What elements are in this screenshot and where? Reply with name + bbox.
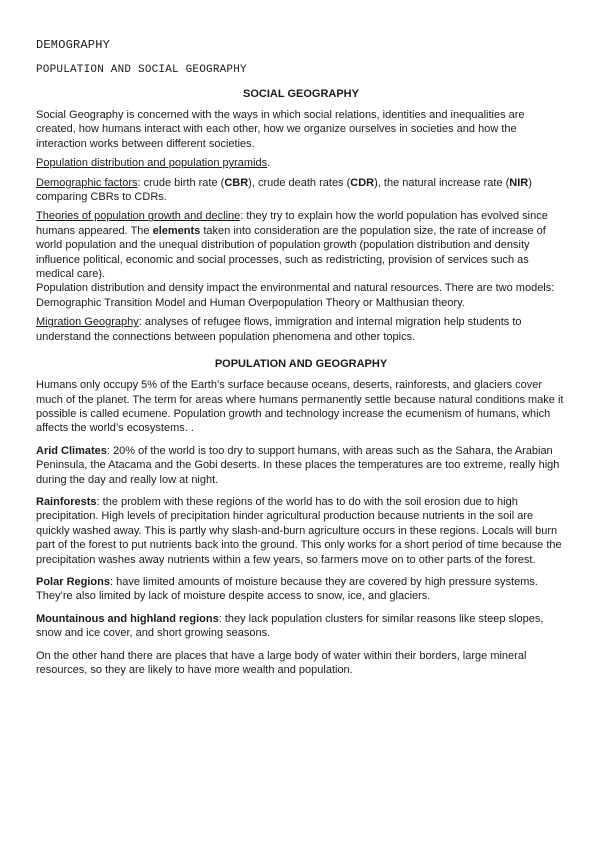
migration-text: : analyses of refugee flows, immigration and internal migration help students to understand the connections between population phenomena and other topics. <box>36 316 522 343</box>
paragraph-theories <box>36 209 566 281</box>
polar-text: : have limited amounts of moisture because they are covered by high pressure systems. They’re also limited by lack of moisture despite access to snow, ice, and glaciers. <box>36 575 538 603</box>
paragraph-arid-climates <box>36 444 566 487</box>
rain-text: : the problem with these regions of the world has to do with the soil erosion due to high precipitation. High levels of precipitation hinder agricultural production because nutrients in the soil are quickly washed away. This is partly why slash-and-burn agriculture occurs in these regions. Locals will burn part of the forest to put nutrients back into the ground. This only works for a short period of time because the precipitation washes away nutrients within a few years, so farmers move on to other parts of the forest. <box>36 495 562 566</box>
theories-bold: elements <box>152 224 201 237</box>
theories-link[interactable]: Theories of population growth and decline <box>36 210 241 223</box>
polar-label: Polar Regions <box>36 575 110 588</box>
rain-label: Rainforests <box>36 495 97 508</box>
demo-cdr: CDR <box>350 176 375 189</box>
section-heading-social-geography: SOCIAL GEOGRAPHY <box>243 88 359 100</box>
paragraph-mountainous <box>36 612 566 641</box>
migration-link[interactable]: Migration Geography <box>36 316 139 329</box>
theories-text-1: : they try to explain how the world population has evolved since humans appeared. The <box>36 210 548 237</box>
demo-text-3: ), the natural increase rate ( <box>374 176 510 189</box>
mount-text: : they lack population clusters for similar reasons like steep slopes, snow and ice cover, and short growing seasons. <box>36 612 544 640</box>
paragraph-demographic-factors <box>36 176 566 205</box>
paragraph-population-distribution <box>36 156 566 170</box>
document-subtitle: POPULATION AND SOCIAL GEOGRAPHY <box>36 64 247 76</box>
section-heading-population-geography: POPULATION AND GEOGRAPHY <box>214 358 388 371</box>
demographic-factors-link[interactable]: Demographic factors <box>36 176 138 189</box>
paragraph-social-intro: Social Geography is concerned with the ways in which social relations, identities and inequalities are created, how humans interact with each other, how we organize ourselves in societies and how the interaction works between different societies. <box>36 109 525 150</box>
demo-text-2: ), crude death rates ( <box>248 176 351 189</box>
demo-text-4: ) comparing CBRs to CDRs. <box>36 176 532 204</box>
paragraph-rainforests <box>36 495 566 567</box>
theories-text-2: taken into consideration are the population size, the rate of increase of world population and the unequal distribution of population growth (population distribution and density influence political, economic and social processes, such as redistricting, provision of services such as medical care). <box>36 224 546 281</box>
paragraph-models: Population distribution and density impact the environmental and natural resources. There are two models: Demographic Transition Model and Human Overpopulation Theory or Malthusian theory. <box>36 282 555 309</box>
demo-text-1: : crude birth rate ( <box>137 176 225 189</box>
paragraph-migration <box>36 315 566 344</box>
demo-cbr: CBR <box>224 176 249 189</box>
paragraph-population-intro: Humans only occupy 5% of the Earth’s surface because oceans, deserts, rainforests, and glaciers cover much of the planet. The term for areas where humans permanently settle because natural conditions make it possible is called ecumene. Population growth and technology increase the ecumenism of humans, which affects the world’s ecosystems. . <box>36 379 564 435</box>
paragraph-polar-regions <box>36 575 566 604</box>
mount-label: Mountainous and highland regions <box>36 612 219 625</box>
arid-label: Arid Climates <box>36 444 107 457</box>
paragraph-closing: On the other hand there are places that have a large body of water within their borders, large mineral resources, so they are likely to have more wealth and population. <box>36 649 527 676</box>
document-title: DEMOGRAPHY <box>36 38 111 52</box>
pop-dist-end: . <box>267 157 271 170</box>
arid-text: : 20% of the world is too dry to support humans, with areas such as the Sahara, the Arabian Peninsula, the Atacama and the Gobi deserts. In these places the temperatures are too extreme, really high during the day and really low at night. <box>36 444 560 486</box>
pop-dist-link[interactable]: Population distribution and population pyramids <box>36 157 268 170</box>
demo-nir: NIR <box>509 176 529 189</box>
